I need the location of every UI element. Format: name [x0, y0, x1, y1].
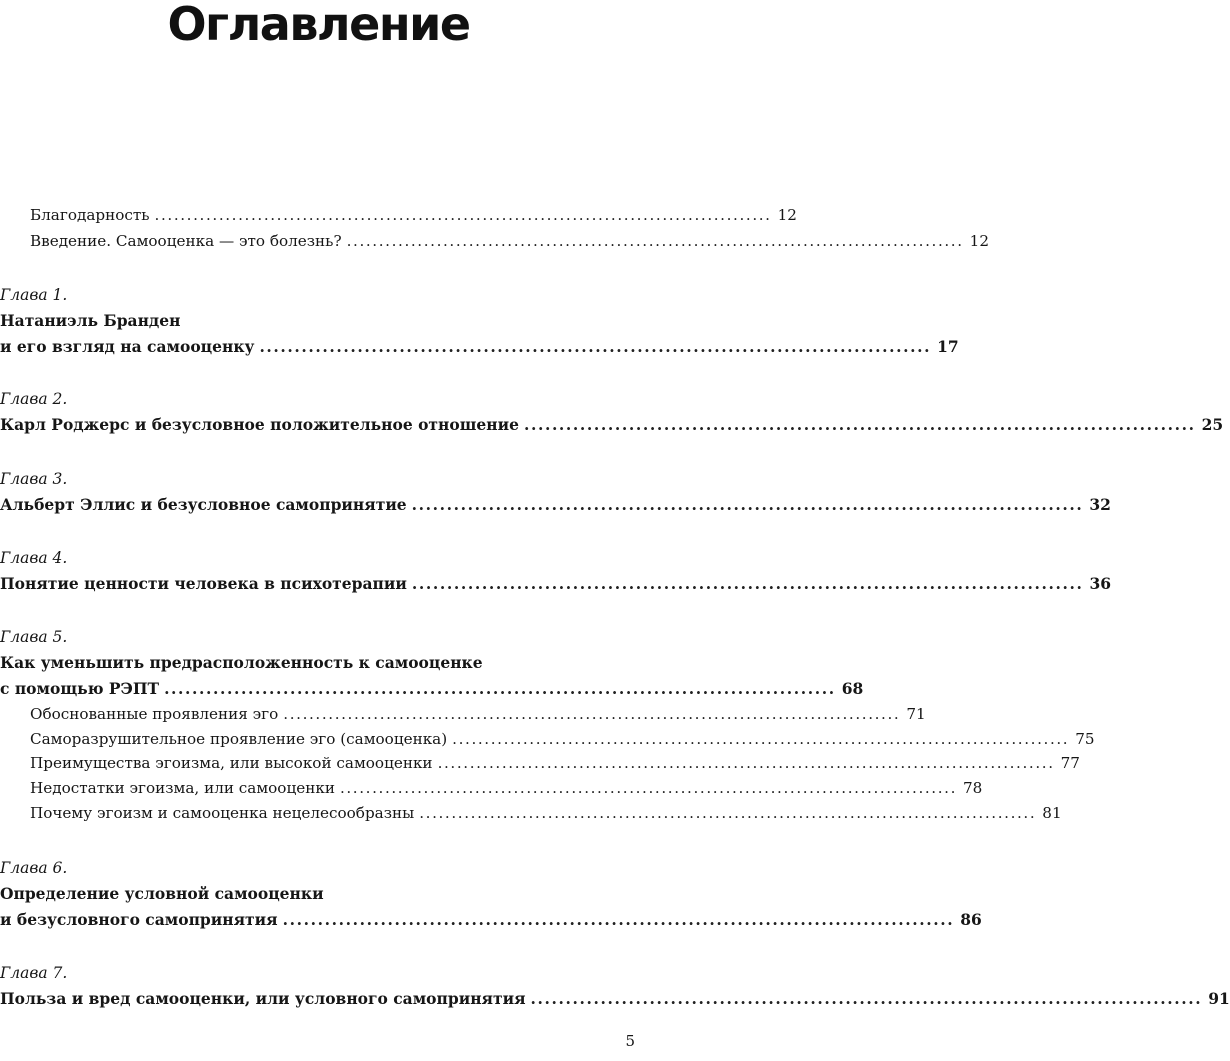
- toc-entry-chapter-1[interactable]: [0, 334, 959, 360]
- leader-dots: ................................................................................................: [259, 337, 932, 356]
- leader-dots: ................................................................................................: [452, 730, 1070, 748]
- toc-page-number: 25: [1201, 415, 1224, 434]
- toc-entry-chapter-4[interactable]: [0, 571, 1112, 597]
- leader-dots: ................................................................................................: [339, 779, 958, 797]
- leader-dots: ................................................................................................: [530, 989, 1203, 1008]
- leader-dots: ................................................................................................: [164, 679, 836, 698]
- toc-page-number: 12: [969, 232, 989, 250]
- toc-subentry[interactable]: [30, 726, 1095, 752]
- leader-dots: ................................................................................................: [419, 804, 1037, 822]
- page-title: Оглавление: [167, 0, 470, 51]
- chapter-label: Глава 1.: [0, 286, 68, 304]
- toc-subentry[interactable]: [30, 775, 983, 801]
- chapter-label: Глава 5.: [0, 628, 68, 646]
- leader-dots: ................................................................................................: [411, 495, 1084, 514]
- chapter-title-line: Понятие ценности человека в психотерапии: [0, 574, 407, 593]
- chapter-title[interactable]: Определение условной самооценки: [0, 884, 324, 903]
- leader-dots: ................................................................................................: [346, 232, 964, 250]
- chapter-title-line: с помощью РЭПТ: [0, 679, 160, 698]
- toc-entry-chapter-7[interactable]: [0, 986, 1230, 1012]
- chapter-label: Глава 4.: [0, 549, 68, 567]
- toc-entry-text: Саморазрушительное проявление эго (самооценка): [30, 730, 448, 748]
- leader-dots: ................................................................................................: [282, 910, 955, 929]
- toc-page-number: 78: [963, 779, 983, 797]
- toc-subentry[interactable]: [30, 750, 1080, 776]
- toc-page-number: 12: [777, 206, 797, 224]
- toc-page-number: 71: [906, 705, 926, 723]
- chapter-label: Глава 3.: [0, 470, 68, 488]
- toc-page-number: 77: [1060, 754, 1080, 772]
- toc-page-number: 86: [960, 910, 982, 929]
- toc-entry-text: Почему эгоизм и самооценка нецелесообразны: [30, 804, 415, 822]
- toc-page-number: 91: [1208, 989, 1230, 1008]
- chapter-title-line: и безусловного самопринятия: [0, 910, 278, 929]
- leader-dots: ................................................................................................: [411, 574, 1084, 593]
- leader-dots: ................................................................................................: [154, 206, 772, 224]
- toc-entry-text: Введение. Самооценка — это болезнь?: [30, 232, 342, 250]
- toc-page-number: 17: [937, 337, 959, 356]
- toc-entry-text: Благодарность: [30, 206, 150, 224]
- chapter-title-line: Карл Роджерс и безусловное положительное отношение: [0, 415, 519, 434]
- toc-subentry[interactable]: [30, 800, 1062, 826]
- toc-page-number: 81: [1042, 804, 1062, 822]
- page-number: 5: [625, 1032, 635, 1050]
- toc-entry-text: Преимущества эгоизма, или высокой самооценки: [30, 754, 433, 772]
- toc-page-number: 36: [1089, 574, 1112, 593]
- toc-entry-chapter-2[interactable]: [0, 412, 1224, 438]
- chapter-label: Глава 6.: [0, 859, 68, 877]
- toc-subentry[interactable]: [30, 701, 926, 727]
- toc-page-number: 68: [841, 679, 864, 698]
- toc-entry-acknowledgements[interactable]: [30, 202, 797, 228]
- toc-page-number: 75: [1075, 730, 1095, 748]
- chapter-label: Глава 2.: [0, 390, 68, 408]
- toc-entry-text: Недостатки эгоизма, или самооценки: [30, 779, 335, 797]
- toc-entry-text: Обоснованные проявления эго: [30, 705, 279, 723]
- chapter-title-line: Польза и вред самооценки, или условного самопринятия: [0, 989, 526, 1008]
- toc-entry-introduction[interactable]: [30, 228, 989, 254]
- toc-page-number: 32: [1089, 495, 1111, 514]
- chapter-title[interactable]: Натаниэль Бранден: [0, 311, 181, 330]
- leader-dots: ................................................................................................: [523, 415, 1196, 434]
- toc-entry-chapter-3[interactable]: [0, 492, 1111, 518]
- toc-entry-chapter-6[interactable]: [0, 907, 982, 933]
- chapter-title[interactable]: Как уменьшить предрасположенность к самооценке: [0, 653, 483, 672]
- leader-dots: ................................................................................................: [437, 754, 1055, 772]
- chapter-label: Глава 7.: [0, 964, 68, 982]
- chapter-title-line: Альберт Эллис и безусловное самопринятие: [0, 495, 407, 514]
- chapter-title-line: и его взгляд на самооценку: [0, 337, 255, 356]
- leader-dots: ................................................................................................: [283, 705, 901, 723]
- toc-entry-chapter-5[interactable]: [0, 676, 864, 702]
